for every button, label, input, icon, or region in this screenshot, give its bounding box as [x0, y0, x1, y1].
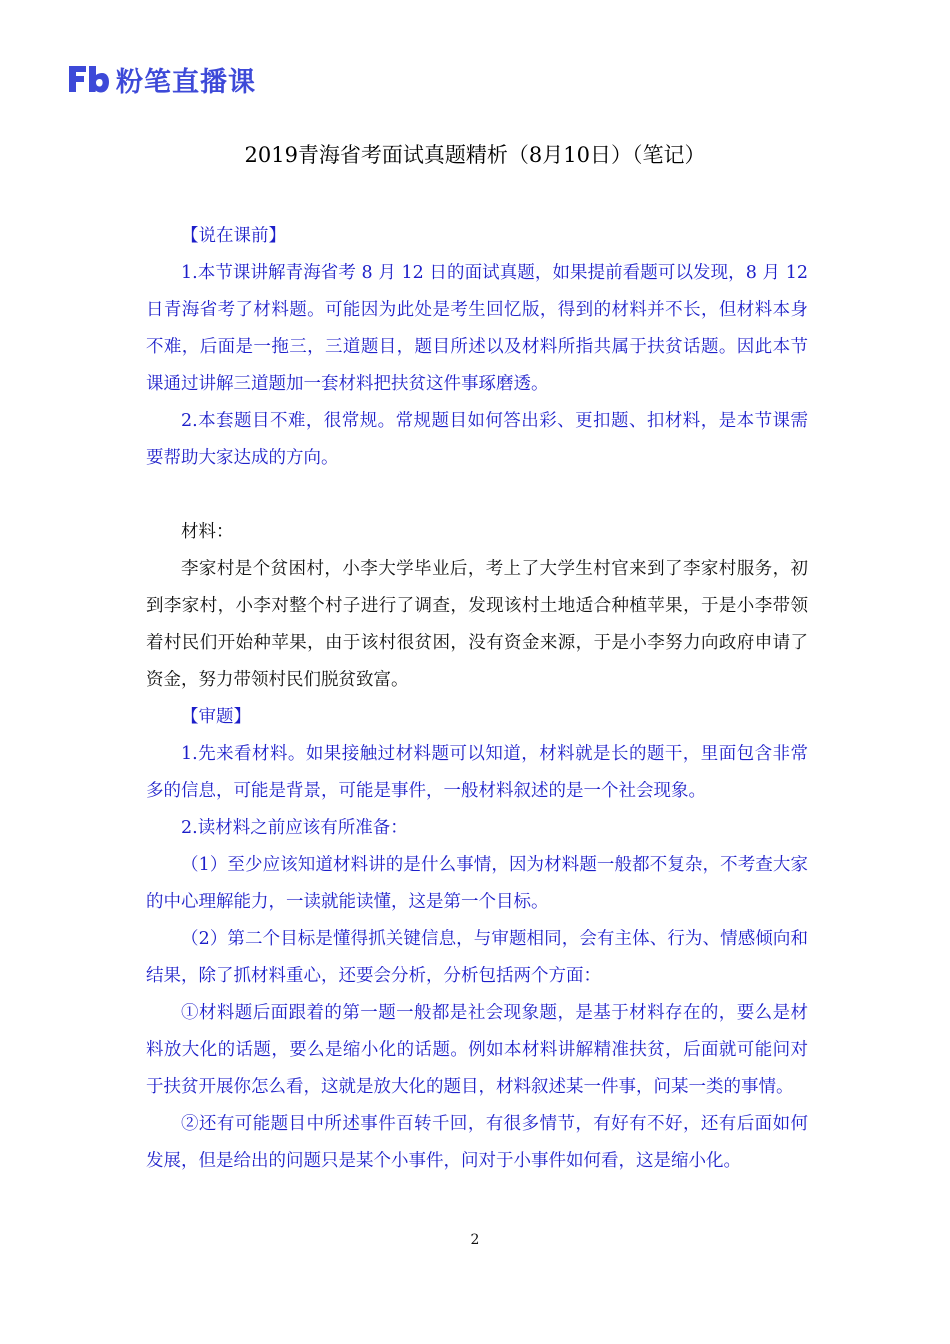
material-label: 材料：	[181, 522, 234, 542]
brand-logo	[66, 62, 256, 96]
review-paragraph-4: （2）第二个目标是懂得抓关键信息，与审题相同，会有主体、行为、情感倾向和结果，除了抓材料重心，还要会分析，分析包括两个方面：	[146, 929, 808, 986]
spacer	[146, 477, 808, 514]
intro-paragraph-1: 1.本节课讲解青海省考 8 月 12 日的面试真题，如果提前看题可以发现，8 月 12 日青海省考了材料题。可能因为此处是考生回忆版，得到的材料并不长，但材料本身不难，后面是一拖三，三道题目，题目所述以及材料所指共属于扶贫话题。因此本节课通过讲解三道题加一套材料把扶贫这件事琢磨透。	[146, 263, 808, 394]
document-body	[146, 218, 808, 1180]
review-paragraph-6: ②还有可能题目中所述事件百转千回，有很多情节，有好有不好，还有后面如何发展，但是给出的问题只是某个小事件，问对于小事件如何看，这是缩小化。	[146, 1114, 808, 1171]
brand-name: 粉笔直播课	[116, 66, 256, 98]
review-paragraph-1: 1.先来看材料。如果接触过材料题可以知道，材料就是长的题干，里面包含非常多的信息，可能是背景，可能是事件，一般材料叙述的是一个社会现象。	[146, 744, 808, 801]
review-heading: 【审题】	[181, 707, 251, 727]
review-paragraph-2: 2.读材料之前应该有所准备：	[181, 818, 408, 838]
review-paragraph-3: （1）至少应该知道材料讲的是什么事情，因为材料题一般都不复杂，不考查大家的中心理解能力，一读就能读懂，这是第一个目标。	[146, 855, 808, 912]
intro-heading: 【说在课前】	[181, 226, 286, 246]
fb-logo-icon	[66, 63, 110, 95]
page-number: 2	[470, 1232, 480, 1248]
document-title: 2019青海省考面试真题精析（8月10日）（笔记）	[244, 143, 706, 168]
material-text: 李家村是个贫困村，小李大学毕业后，考上了大学生村官来到了李家村服务，初到李家村，小李对整个村子进行了调查，发现该村土地适合种植苹果，于是小李带领着村民们开始种苹果，由于该村很贫困，没有资金来源，于是小李努力向政府申请了资金，努力带领村民们脱贫致富。	[146, 559, 808, 690]
review-paragraph-5: ①材料题后面跟着的第一题一般都是社会现象题，是基于材料存在的，要么是材料放大化的话题，要么是缩小化的话题。例如本材料讲解精准扶贫，后面就可能问对于扶贫开展你怎么看，这就是放大化的题目，材料叙述某一件事，问某一类的事情。	[146, 1003, 808, 1097]
intro-paragraph-2: 2.本套题目不难，很常规。常规题目如何答出彩、更扣题、扣材料，是本节课需要帮助大家达成的方向。	[146, 411, 808, 468]
